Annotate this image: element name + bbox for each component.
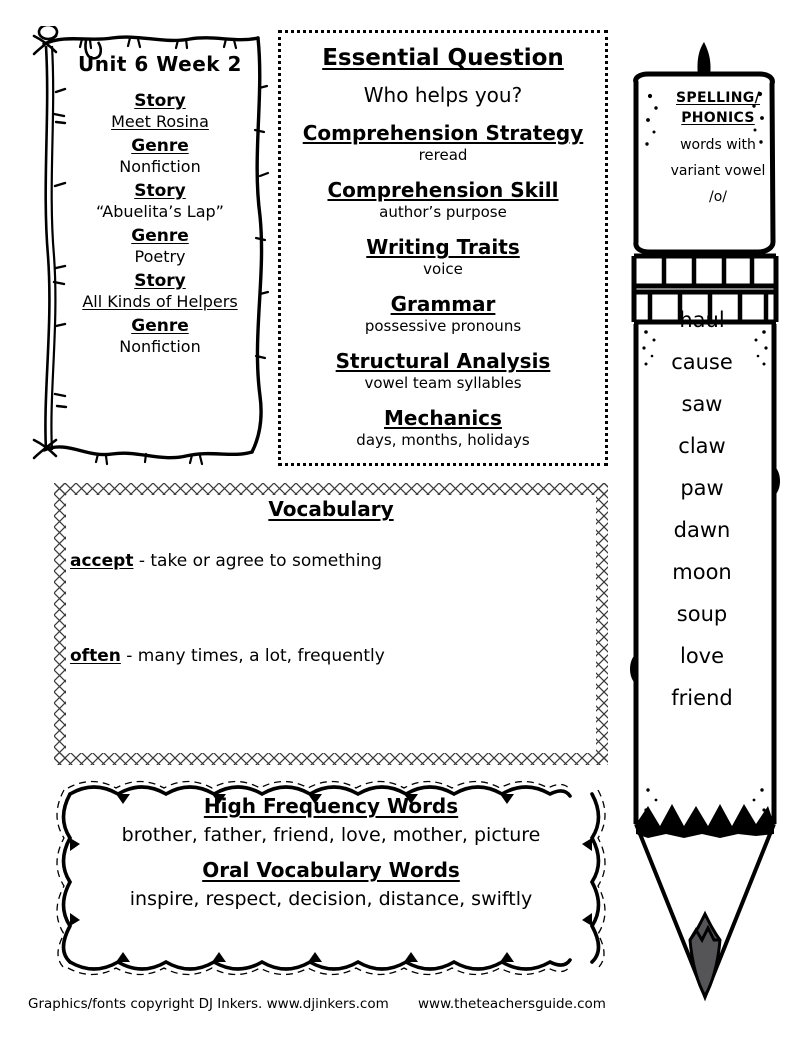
footer-credit-left: Graphics/fonts copyright DJ Inkers. www.djinkers.com (28, 996, 389, 1012)
comprehension-skill-value: author’s purpose (379, 203, 507, 221)
spelling-word: claw (678, 434, 726, 458)
spelling-word: moon (672, 560, 732, 584)
spelling-phonics-title-line1: SPELLING/ (676, 90, 760, 106)
word-lists-content (82, 794, 580, 962)
grammar-value: possessive pronouns (364, 317, 522, 335)
footer-credit-right: www.theteachersguide.com (418, 996, 606, 1012)
vocabulary-entry (70, 646, 592, 666)
structural-analysis-heading: Structural Analysis (335, 349, 551, 373)
spelling-phonics-label (660, 88, 776, 207)
comprehension-skill-block (281, 178, 605, 221)
oral-vocabulary-heading: Oral Vocabulary Words (202, 858, 460, 882)
story-label: Story (134, 91, 186, 111)
spelling-word-list (640, 310, 764, 730)
genre-label: Genre (131, 136, 189, 156)
footer (0, 996, 805, 1020)
comprehension-strategy-block (281, 121, 605, 164)
grammar-heading: Grammar (390, 292, 496, 316)
spelling-phonics-sub-line1: words with (680, 136, 756, 153)
essential-question-panel (278, 30, 608, 466)
vocabulary-content (70, 497, 592, 751)
vocabulary-entry (70, 551, 592, 571)
genre-label: Genre (131, 316, 189, 336)
story-genre-row (82, 266, 237, 311)
story-genre-row (111, 86, 209, 131)
unit-title: Unit 6 Week 2 (78, 52, 242, 76)
story-genre-row (119, 311, 200, 356)
mechanics-block (281, 406, 605, 449)
vocabulary-panel (54, 483, 608, 765)
structural-analysis-value: vowel team syllables (364, 374, 522, 392)
spelling-phonics-sub-line2: variant vowel (670, 162, 766, 179)
spelling-word: cause (671, 350, 733, 374)
story-value: Meet Rosina (111, 112, 209, 131)
mechanics-heading: Mechanics (384, 406, 502, 430)
story-value: All Kinds of Helpers (82, 292, 238, 311)
spelling-word: paw (680, 476, 724, 500)
vocabulary-definition: - take or agree to something (133, 551, 382, 571)
spelling-word: saw (681, 392, 723, 416)
genre-value: Nonfiction (119, 337, 201, 356)
structural-analysis-block (281, 349, 605, 392)
spelling-word: friend (671, 686, 733, 710)
spelling-word: haul (679, 308, 725, 332)
writing-traits-block (281, 235, 605, 278)
vocabulary-word: often (70, 646, 121, 666)
comprehension-strategy-heading: Comprehension Strategy (302, 121, 584, 145)
oral-vocabulary-words: inspire, respect, decision, distance, swiftly (129, 888, 533, 910)
genre-value: Poetry (134, 247, 186, 266)
spelling-word: soup (676, 602, 728, 626)
word-lists-panel (54, 772, 608, 984)
comprehension-strategy-value: reread (418, 146, 468, 164)
genre-value: Nonfiction (119, 157, 201, 176)
writing-traits-value: voice (423, 260, 463, 278)
spelling-word: love (679, 644, 725, 668)
vocabulary-definition: - many times, a lot, frequently (120, 646, 385, 666)
high-frequency-heading: High Frequency Words (203, 794, 459, 818)
unit-overview-panel (26, 26, 272, 470)
vocabulary-title: Vocabulary (268, 497, 394, 521)
story-label: Story (134, 271, 186, 291)
genre-label: Genre (131, 226, 189, 246)
story-value: “Abuelita’s Lap” (96, 202, 224, 221)
story-label: Story (134, 181, 186, 201)
grammar-block (281, 292, 605, 335)
unit-panel-content (60, 48, 260, 444)
writing-traits-heading: Writing Traits (366, 235, 520, 259)
high-frequency-words: brother, father, friend, love, mother, picture (121, 824, 541, 846)
spelling-phonics-sub-line3: /o/ (709, 189, 727, 206)
story-genre-row (131, 221, 189, 266)
spelling-word: dawn (673, 518, 731, 542)
spelling-phonics-title-line2: PHONICS (681, 110, 755, 127)
essential-question-text: Who helps you? (363, 83, 523, 107)
story-genre-row (119, 131, 200, 176)
vocabulary-word: accept (70, 551, 134, 571)
mechanics-value: days, months, holidays (356, 431, 530, 449)
comprehension-skill-heading: Comprehension Skill (327, 178, 559, 202)
essential-question-title: Essential Question (322, 45, 564, 71)
story-genre-row (96, 176, 224, 221)
